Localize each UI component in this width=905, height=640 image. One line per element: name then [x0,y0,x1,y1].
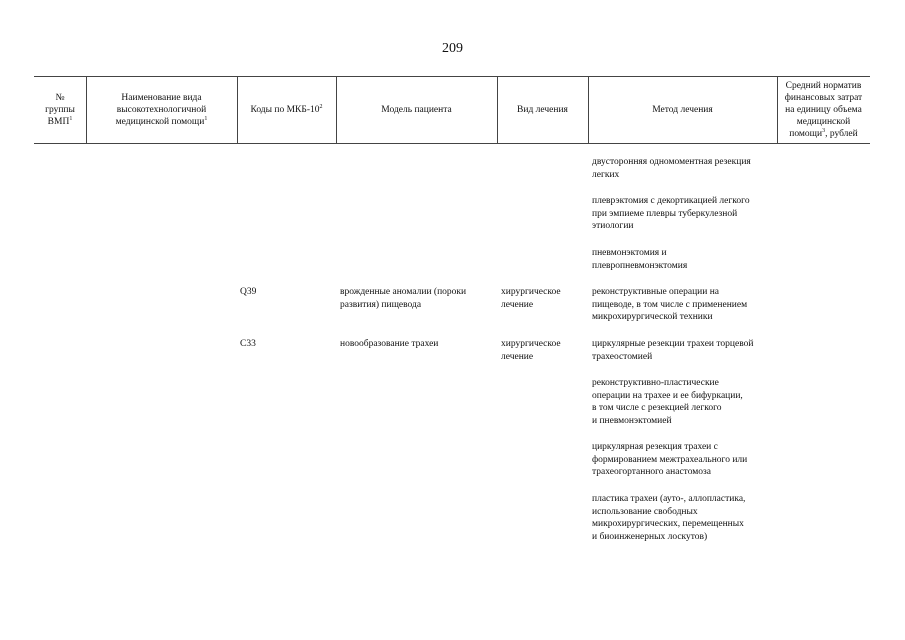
footnote-1-mark-b: 1 [204,115,208,122]
header-cost-norm [777,77,870,143]
method-item: реконструктивно-пластические операции на трахее и ее бифуркации, в том числе с резекцией легкого и пневмонэктомией [592,378,743,426]
treatment-type: хирургическое лечение [501,339,561,362]
treatment-type: хирургическое лечение [501,287,561,310]
method-item: пневмонэктомия и плевропневмонэктомия [592,248,688,271]
icd-code: C33 [240,339,256,349]
method-item: циркулярная резекция трахеи с формированием межтрахеального или трахеогортанного анастомоза [592,442,748,477]
method-item: циркулярные резекции трахеи торцевой трахеостомией [592,339,754,362]
footnote-2-mark: 2 [319,103,323,110]
header-cost-norm-label: Средний норматив финансовых затрат на единицу объема медицинской помощи [784,81,863,139]
header-icd-codes-label: Коды по МКБ-10 [250,105,320,115]
method-item: пластика трахеи (ауто-, аллопластика, использование свободных микрохирургических, перемещенных и биоинженерных лоскутов) [592,494,746,542]
table-header [34,76,870,144]
icd-code: Q39 [240,287,257,297]
header-group-number [34,77,86,143]
header-care-type-label: Наименование вида высокотехнологичной медицинской помощи [115,93,207,127]
method-item: реконструктивные операции на пищеводе, в том числе с применением микрохирургической техники [592,287,748,322]
footnote-1-mark: 1 [69,115,73,122]
header-cost-norm-unit: , рублей [825,129,858,139]
patient-model: новообразование трахеи [340,339,439,349]
header-treatment-method [588,77,777,143]
header-treatment-type [497,77,588,143]
patient-model: врожденные аномалии (пороки развития) пищевода [340,287,467,310]
method-item: плеврэктомия с декортикацией легкого при эмпиеме плевры туберкулезной этиологии [592,196,750,231]
header-group-number-label: № группы ВМП [45,93,75,127]
header-treatment-method-label: Метод лечения [652,105,713,115]
footnote-3-mark: 3 [822,127,826,134]
header-patient-model [336,77,497,143]
page-number: 209 [442,41,463,56]
header-treatment-type-label: Вид лечения [517,105,568,115]
header-icd-codes [237,77,336,143]
header-patient-model-label: Модель пациента [381,105,452,115]
header-care-type [86,77,237,143]
method-item: двусторонняя одномоментная резекция легких [592,157,751,180]
